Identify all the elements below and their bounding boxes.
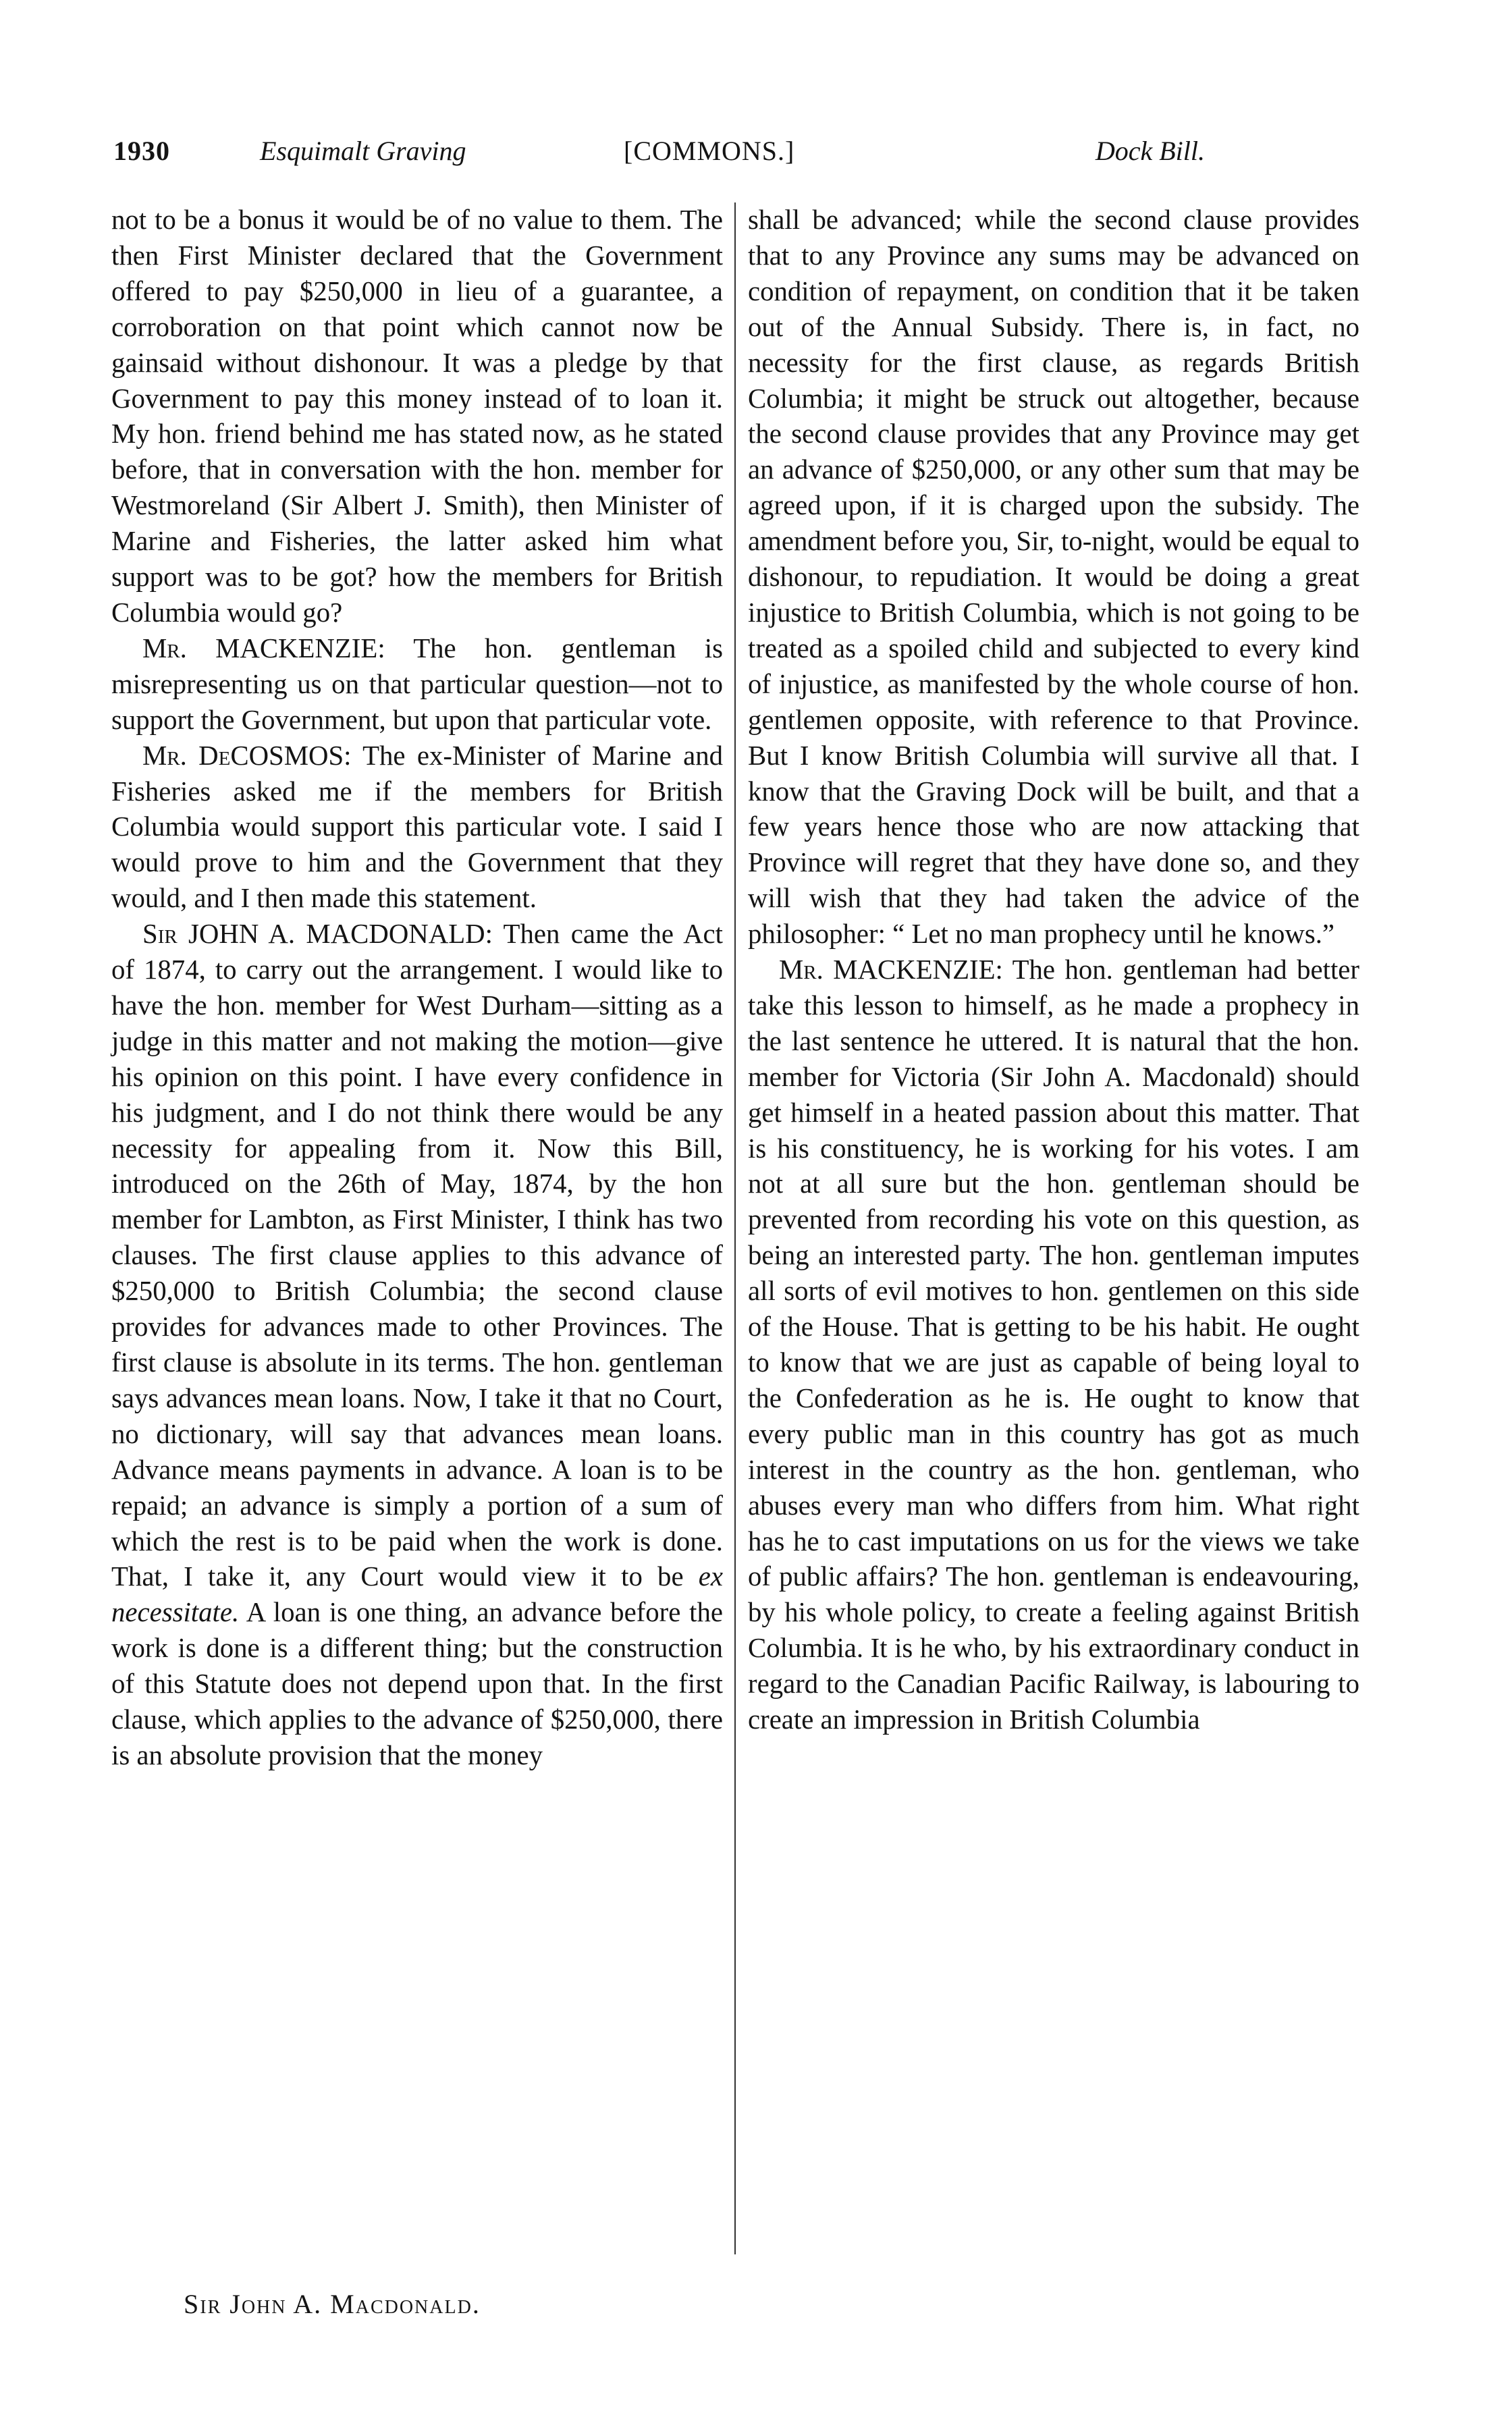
header-left-title: Esquimalt Graving	[260, 136, 466, 166]
footer-speaker-catchword: Sir John A. Macdonald.	[184, 2289, 481, 2319]
running-header	[108, 135, 1205, 175]
speech-text: : The ex-Minister of Marine and Fisheries asked me if the members for British Columbia would support this particular vote. I said I would prove to him and the Government that they would, and I then made this statement.	[111, 740, 724, 914]
page-number: 1930	[113, 136, 170, 166]
left-paragraph-2	[111, 631, 723, 738]
right-paragraph-1: shall be advanced; while the second clause provides that to any Province any sums may be advanced on condition of repayment, on condition that it be taken out of the Annual Subsidy. There is, in fact, no necessity for the first clause, as regards British Columbia; it might be struck out altogether, because the second clause provides that any Province may get an advance of $250,000, or any other sum that may be agreed upon, if it is charged upon the subsidy. The amendment before you, Sir, to-night, would be equal to dishonour, to repudiation. It would be doing a great injustice to British Columbia, which is not going to be treated as a spoiled child and subjected to every kind of injustice, as manifested by the whole course of hon. gentlemen opposite, with reference to that Province. But I know British Columbia will survive all that. I know that the Graving Dock will be built, and that a few years hence those who are now attacking that Province will regret that they have done so, and they will wish that they had taken the advice of the philosopher: “ Let no man prophecy until he knows.”	[748, 205, 1359, 950]
speech-text-continued: A loan is one thing, an advance before the work is done is a different thing; but the construction of this Statute does not depend upon that. In the first clause, which applies to the advance of $250,000, there is an absolute provision that the money	[111, 1597, 723, 1770]
left-paragraph-4	[111, 917, 723, 1774]
latin-phrase: ex necessitate.	[111, 1561, 723, 1628]
left-paragraph-3	[111, 738, 723, 917]
column-divider	[734, 202, 736, 2254]
speaker-name: Mr. MACKENZIE	[142, 632, 378, 663]
speaker-name: Sir JOHN A. MACDONALD	[142, 919, 485, 950]
left-column	[111, 202, 723, 1774]
right-paragraph-2	[748, 952, 1359, 1738]
header-center-title: [COMMONS.]	[624, 136, 795, 166]
header-right-title: Dock Bill.	[1095, 136, 1205, 166]
speaker-name: Mr. DeCOSMOS	[142, 740, 344, 771]
left-paragraph-1: not to be a bonus it would be of no value to them. The then First Minister declared that the Government offered to pay $250,000 in lieu of a guarantee, a corroboration on that point which cannot now be gainsaid without dishonour. It was a pledge by that Government to pay this money instead of to loan it. My hon. friend behind me has stated now, as he stated before, that in conversation with the hon. member for Westmoreland (Sir Albert J. Smith), then Minister of Marine and Fisheries, the latter asked him what support was to be got? how the members for British Columbia would go?	[111, 205, 723, 628]
speech-text: : The hon. gentleman had better take this lesson to himself, as he made a prophecy in the last sentence he uttered. It is natural that the hon. member for Victoria (Sir John A. Macdonald) should get himself in a heated passion about this matter. That is his constituency, he is working for his votes. I am not at all sure but the hon. gentleman should be prevented from recording his vote on this question, as being an interested party. The hon. gentleman imputes all sorts of evil motives to hon. gentlemen on this side of the House. That is getting to be his habit. He ought to know that we are just as capable of being loyal to the Confederation as he is. He ought to know that every public man in this country has got as much interest in the country as the hon. gentleman, who abuses every man who differs from him. What right has he to cast imputations on us for the views we take of public affairs? The hon. gentleman is endeavouring, by his whole policy, to create a feeling against British Columbia. It is he who, by his extraordinary conduct in regard to the Canadian Pacific Railway, is labouring to create an impression in British Columbia	[748, 954, 1359, 1735]
right-column	[748, 202, 1359, 1738]
speaker-name: Mr. MACKENZIE	[779, 954, 996, 985]
speech-text: : Then came the Act of 1874, to carry out the arrangement. I would like to have the hon. member for West Durham—sitting as a judge in this matter and not making the motion—give his opinion on this point. I have every confidence in his judgment, and I do not think there would be any necessity for appealing from it. Now this Bill, introduced on the 26th of May, 1874, by the hon member for Lambton, as First Minister, I think has two clauses. The first clause applies to this advance of $250,000 to British Columbia; the second clause provides for advances made to other Provinces. The first clause is absolute in its terms. The hon. gentleman says advances mean loans. Now, I take it that no Court, no dictionary, will say that advances mean loans. Advance means payments in advance. A loan is to be repaid; an advance is simply a portion of a sum of which the rest is to be paid when the work is done. That, I take it, any Court would view it to be	[111, 919, 723, 1592]
speech-text: : The hon. gentleman is misrepresenting us on that particular question—not to support the Government, but upon that particular vote.	[111, 632, 723, 735]
